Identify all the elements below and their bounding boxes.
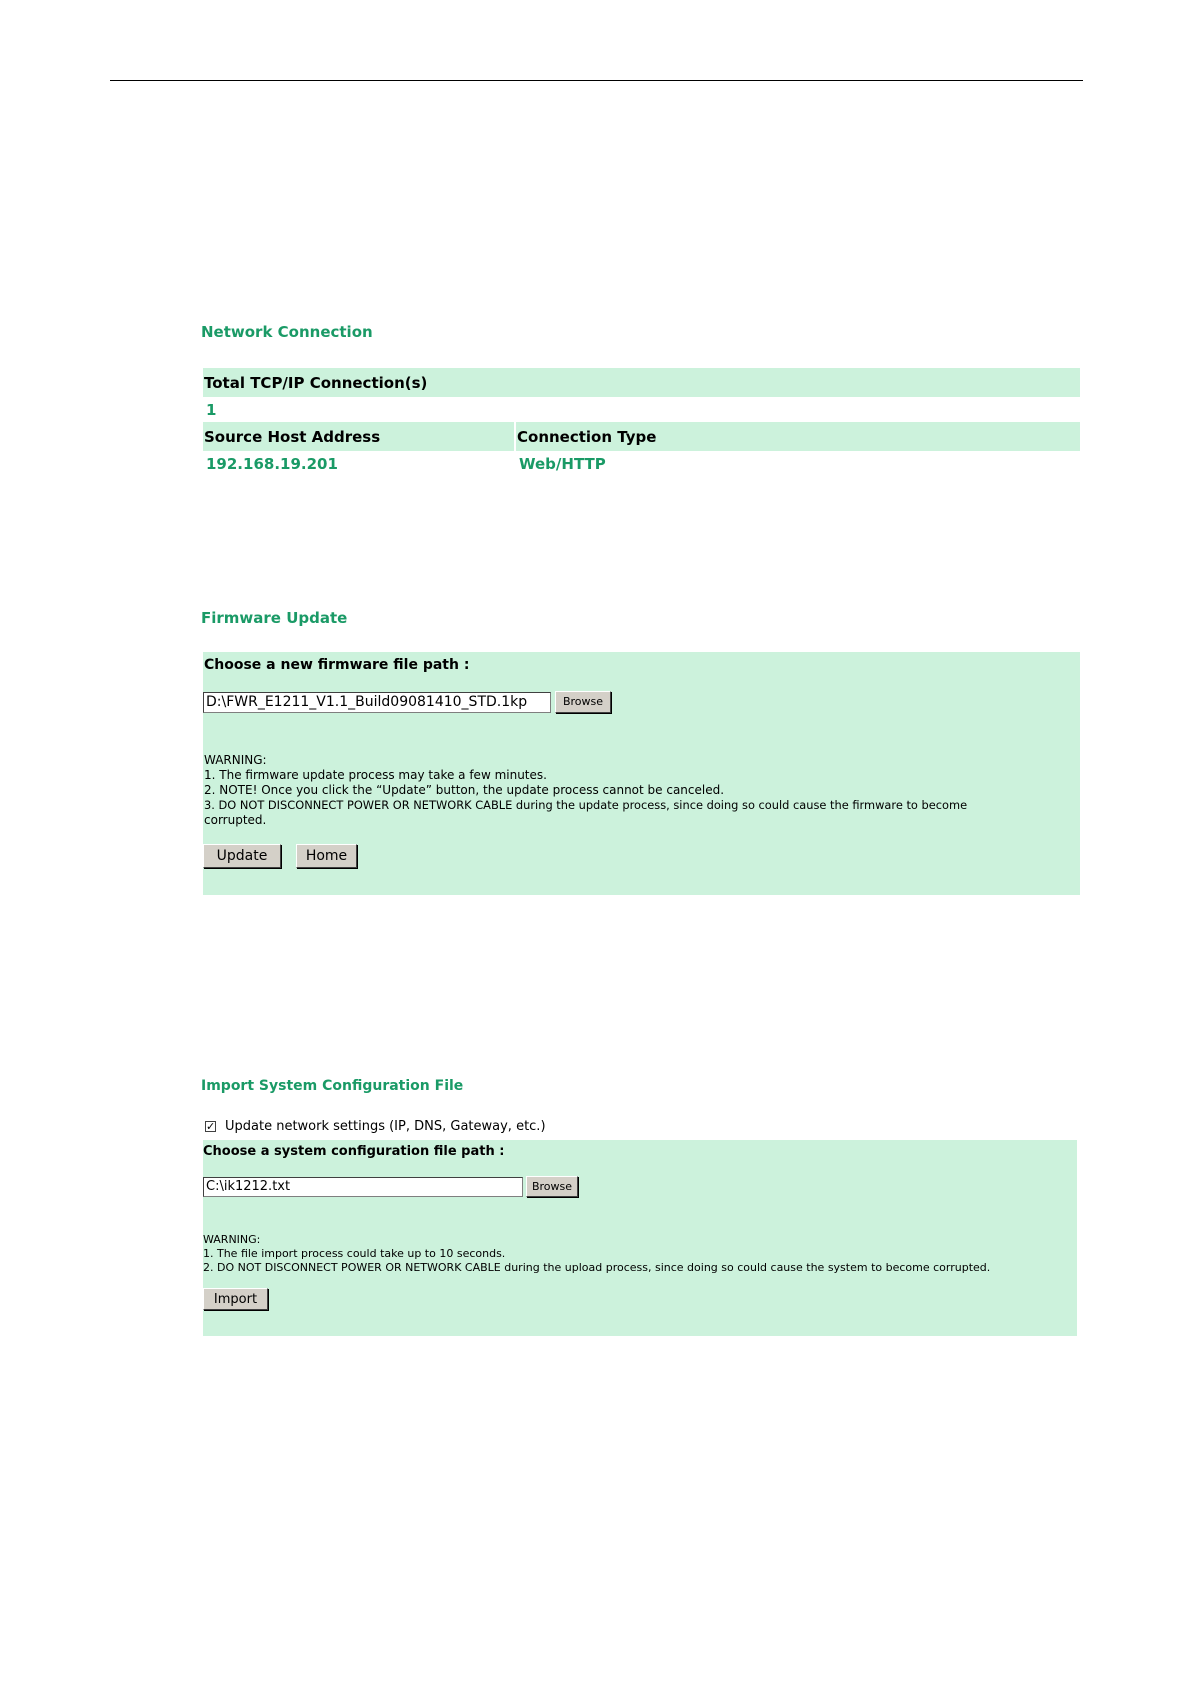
update-network-settings-label: Update network settings (IP, DNS, Gateway, etc.)	[225, 1119, 546, 1134]
firmware-warning-3-cont: corrupted.	[204, 813, 267, 827]
import-warning-title: WARNING:	[203, 1233, 261, 1246]
import-button[interactable]: Import	[203, 1288, 268, 1310]
update-network-settings-checkbox[interactable]: ✓	[206, 1120, 216, 1133]
page-header-rule	[110, 80, 1083, 81]
import-warning-1: 1. The file import process could take up to 10 seconds.	[203, 1247, 506, 1260]
network-connection-title: Network Connection	[201, 323, 373, 341]
config-path-label: Choose a system configuration file path :	[203, 1144, 505, 1159]
config-browse-button[interactable]: Browse	[526, 1176, 578, 1197]
connection-type-value: Web/HTTP	[519, 455, 606, 473]
firmware-warning-3: 3. DO NOT DISCONNECT POWER OR NETWORK CABLE during the update process, since doing so could cause the firmware to become	[204, 798, 968, 812]
total-connections-value: 1	[206, 401, 217, 419]
firmware-update-title: Firmware Update	[201, 609, 348, 627]
source-host-address: 192.168.19.201	[206, 455, 338, 473]
total-connections-label: Total TCP/IP Connection(s)	[204, 374, 428, 392]
firmware-warning-1: 1. The firmware update process may take a few minutes.	[204, 768, 547, 782]
import-config-panel	[203, 1140, 1077, 1336]
config-file-path-input[interactable]: C:\ik1212.txt	[203, 1177, 523, 1197]
firmware-path-label: Choose a new firmware file path :	[204, 657, 470, 673]
firmware-warning-2: 2. NOTE! Once you click the “Update” button, the update process cannot be canceled.	[204, 783, 725, 797]
firmware-browse-button[interactable]: Browse	[555, 691, 611, 713]
home-button[interactable]: Home	[296, 844, 357, 868]
connection-type-label: Connection Type	[517, 428, 657, 446]
firmware-warning-title: WARNING:	[204, 753, 267, 767]
firmware-file-path-input[interactable]: D:\FWR_E1211_V1.1_Build09081410_STD.1kp	[203, 692, 551, 713]
source-host-label: Source Host Address	[204, 428, 381, 446]
import-config-title: Import System Configuration File	[201, 1078, 464, 1094]
update-button[interactable]: Update	[203, 844, 281, 868]
import-warning-2: 2. DO NOT DISCONNECT POWER OR NETWORK CABLE during the upload process, since doing so could cause the system to become corrupted.	[203, 1261, 991, 1274]
